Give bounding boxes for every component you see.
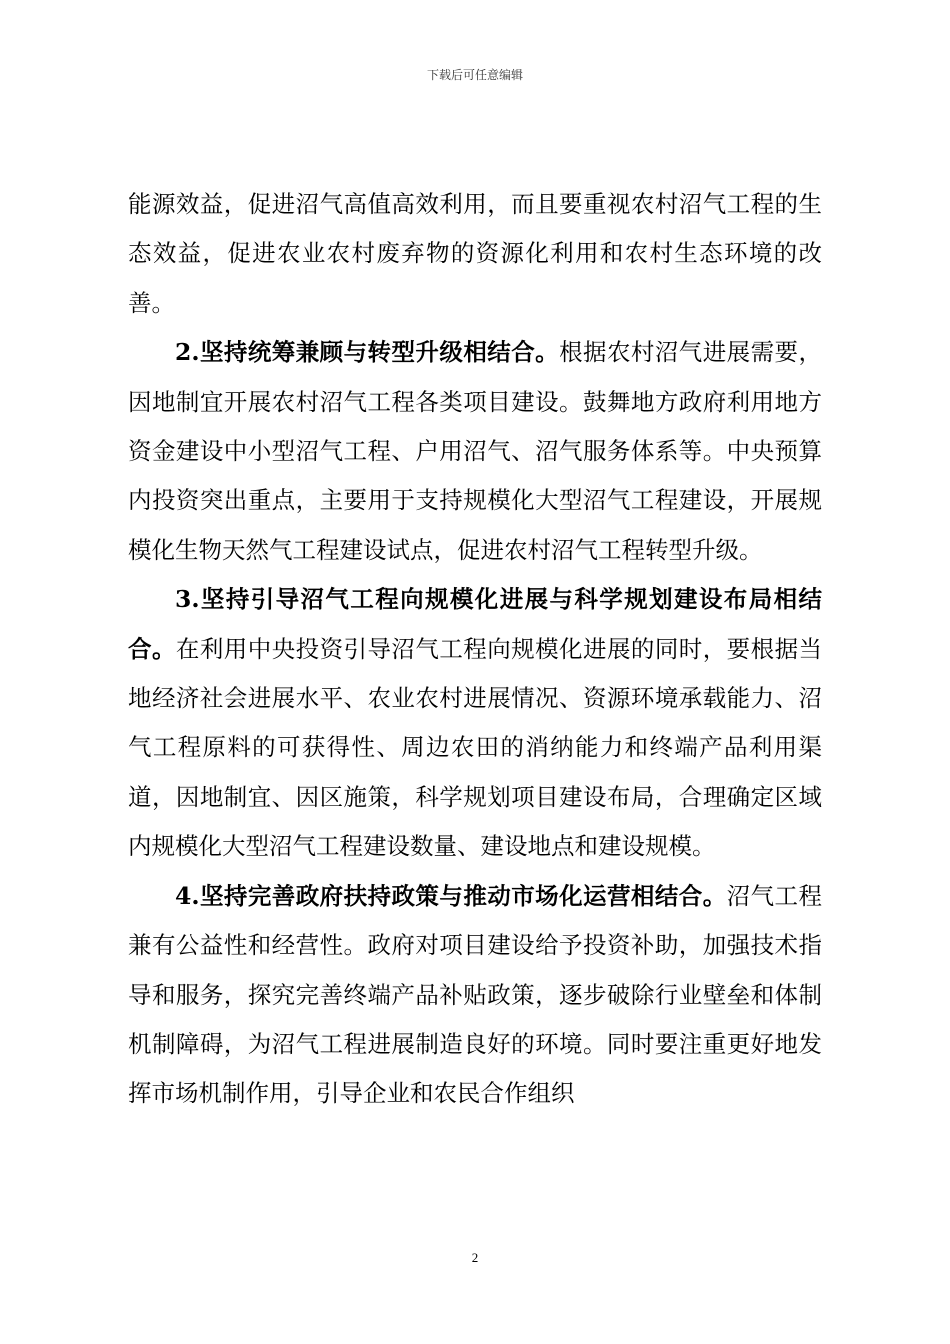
paragraph-text: 在利用中央投资引导沼气工程向规模化进展的同时，要根据当地经济社会进展水平、农业农村进展情况、资源环境承载能力、沼气工程原料的可获得性、周边农田的消纳能力和终端产品利用渠道，因地制宜、因区施策，科学规划项目建设布局，合理确定区域内规模化大型沼气工程建设数量、建设地点和建设规模。 [128,634,823,861]
paragraph-text: 能源效益，促进沼气高值高效利用，而且要重视农村沼气工程的生态效益，促进农业农村废弃物的资源化利用和农村生态环境的改善。 [128,190,822,317]
paragraph-principle-4 [128,872,822,1119]
page-header: 下载后可任意编辑 [426,68,523,82]
paragraph-heading: 3.坚持引导沼气工程向规模化进展与科学规划建设布局相结合。 [128,585,822,663]
paragraph-continuation [128,180,822,328]
paragraph-text: 沼气工程兼有公益性和经营性。政府对项目建设给予投资补助，加强技术指导和服务，探究完善终端产品补贴政策，逐步破除行业壁垒和体制机制障碍，为沼气工程进展制造良好的环境。同时要注重更好地发挥市场机制作用，引导企业和农民合作组织 [128,881,822,1108]
page-number: 2 [471,1250,479,1265]
paragraph-heading: 2.坚持统筹兼顾与转型升级相结合。 [175,338,560,367]
document-body [128,180,822,1119]
paragraph-text: 根据农村沼气进展需要，因地制宜开展农村沼气工程各类项目建设。鼓舞地方政府利用地方资金建设中小型沼气工程、户用沼气、沼气服务体系等。中央预算内投资突出重点，主要用于支持规模化大型沼气工程建设，开展规模化生物天然气工程建设试点，促进农村沼气工程转型升级。 [128,338,822,564]
paragraph-heading: 4.坚持完善政府扶持政策与推动市场化运营相结合。 [175,881,727,910]
paragraph-principle-3 [128,575,822,871]
paragraph-principle-2 [128,328,822,575]
